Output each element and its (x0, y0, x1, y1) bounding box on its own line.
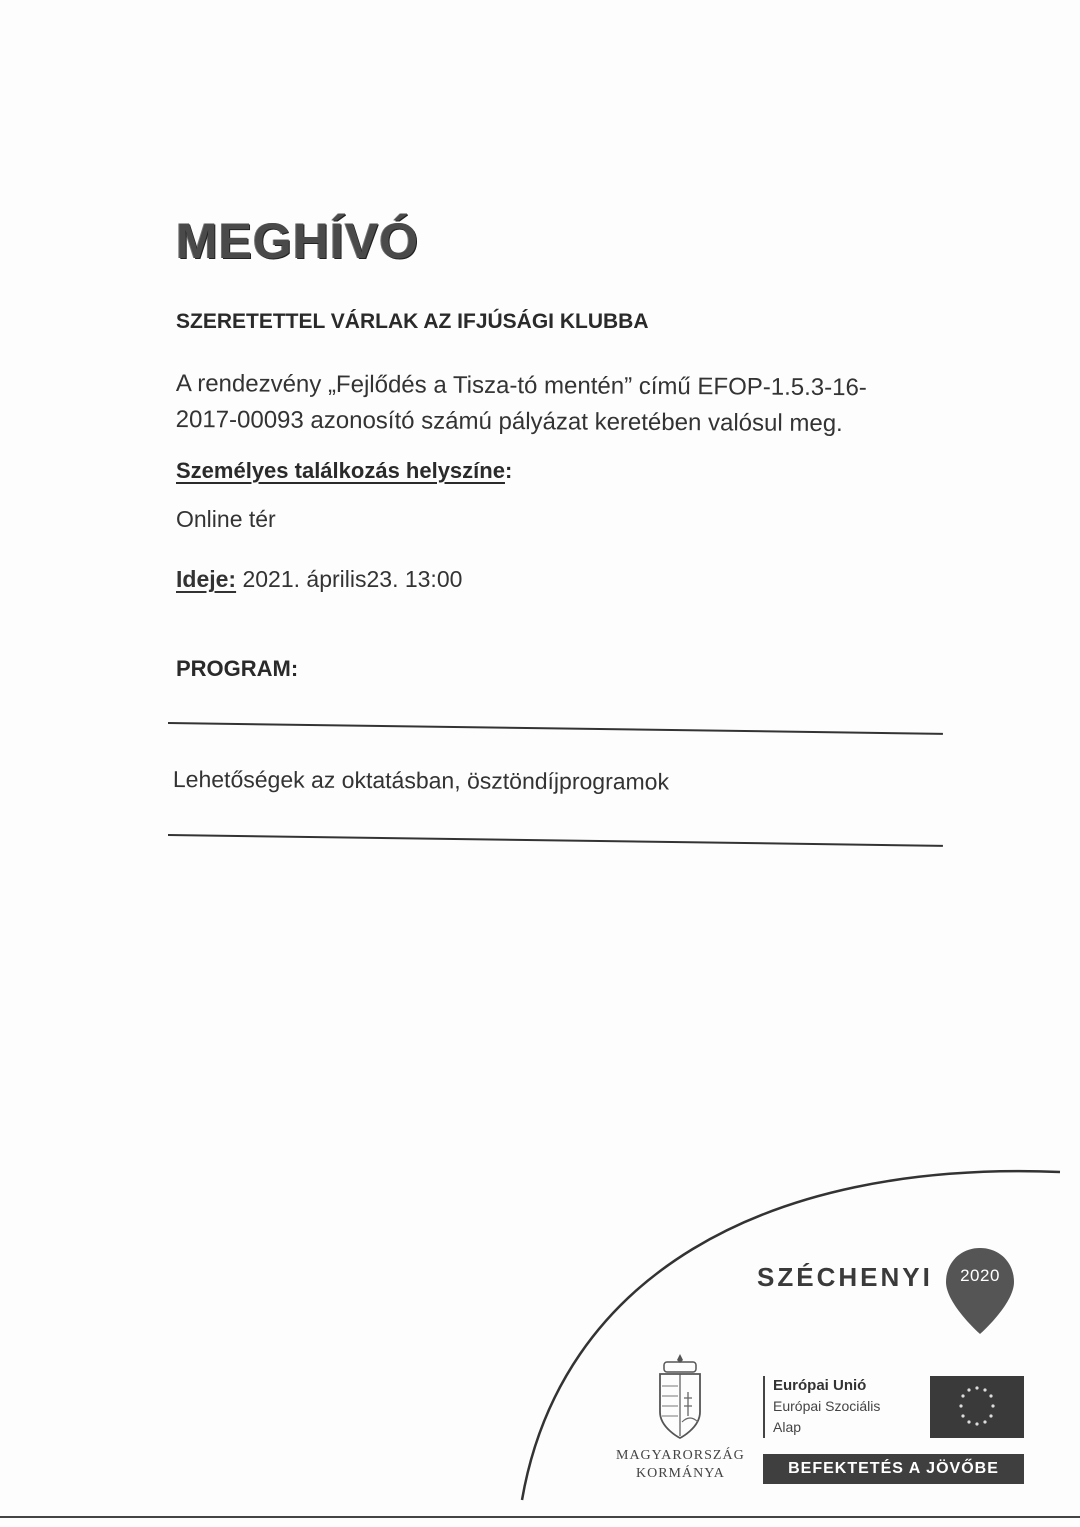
map-pin-icon (943, 1246, 1017, 1338)
eu-line-2: Európai Szociális (773, 1398, 881, 1414)
slogan-banner: BEFEKTETÉS A JÖVŐBE (763, 1454, 1024, 1484)
program-label: PROGRAM: (176, 656, 299, 681)
eu-line-1: Európai Unió (773, 1377, 867, 1394)
page-bottom-edge (0, 1516, 1080, 1518)
intro-line-2: 2017-00093 azonosító számú pályázat keretében valósul meg. (175, 405, 843, 438)
venue-label-text: Személyes találkozás helyszíne (176, 458, 505, 483)
eu-flag-icon (930, 1376, 1024, 1438)
intro-line-1: A rendezvény „Fejlődés a Tisza-tó mentén” című EFOP-1.5.3-16- (175, 369, 867, 402)
eu-line-3: Alap (773, 1419, 802, 1435)
szechenyi-brand: SZÉCHENYI (757, 1262, 933, 1292)
venue-label-colon: : (504, 458, 513, 483)
page-title: MEGHÍVÓ (176, 213, 420, 269)
date-label: Ideje: (176, 566, 237, 592)
gov-line-2: KORMÁNYA (636, 1466, 725, 1481)
eu-divider (763, 1376, 765, 1438)
hungarian-crest-icon (652, 1352, 708, 1444)
date-value: 2021. április23. 13:00 (236, 566, 463, 592)
venue-value: Online tér (176, 506, 276, 532)
szechenyi-year: 2020 (960, 1266, 1000, 1285)
subtitle: SZERETETTEL VÁRLAK AZ IFJÚSÁGI KLUBBA (176, 310, 649, 333)
program-item: Lehetőségek az oktatásban, ösztöndíjprogramok (172, 766, 670, 795)
gov-line-1: MAGYARORSZÁG (616, 1448, 745, 1463)
